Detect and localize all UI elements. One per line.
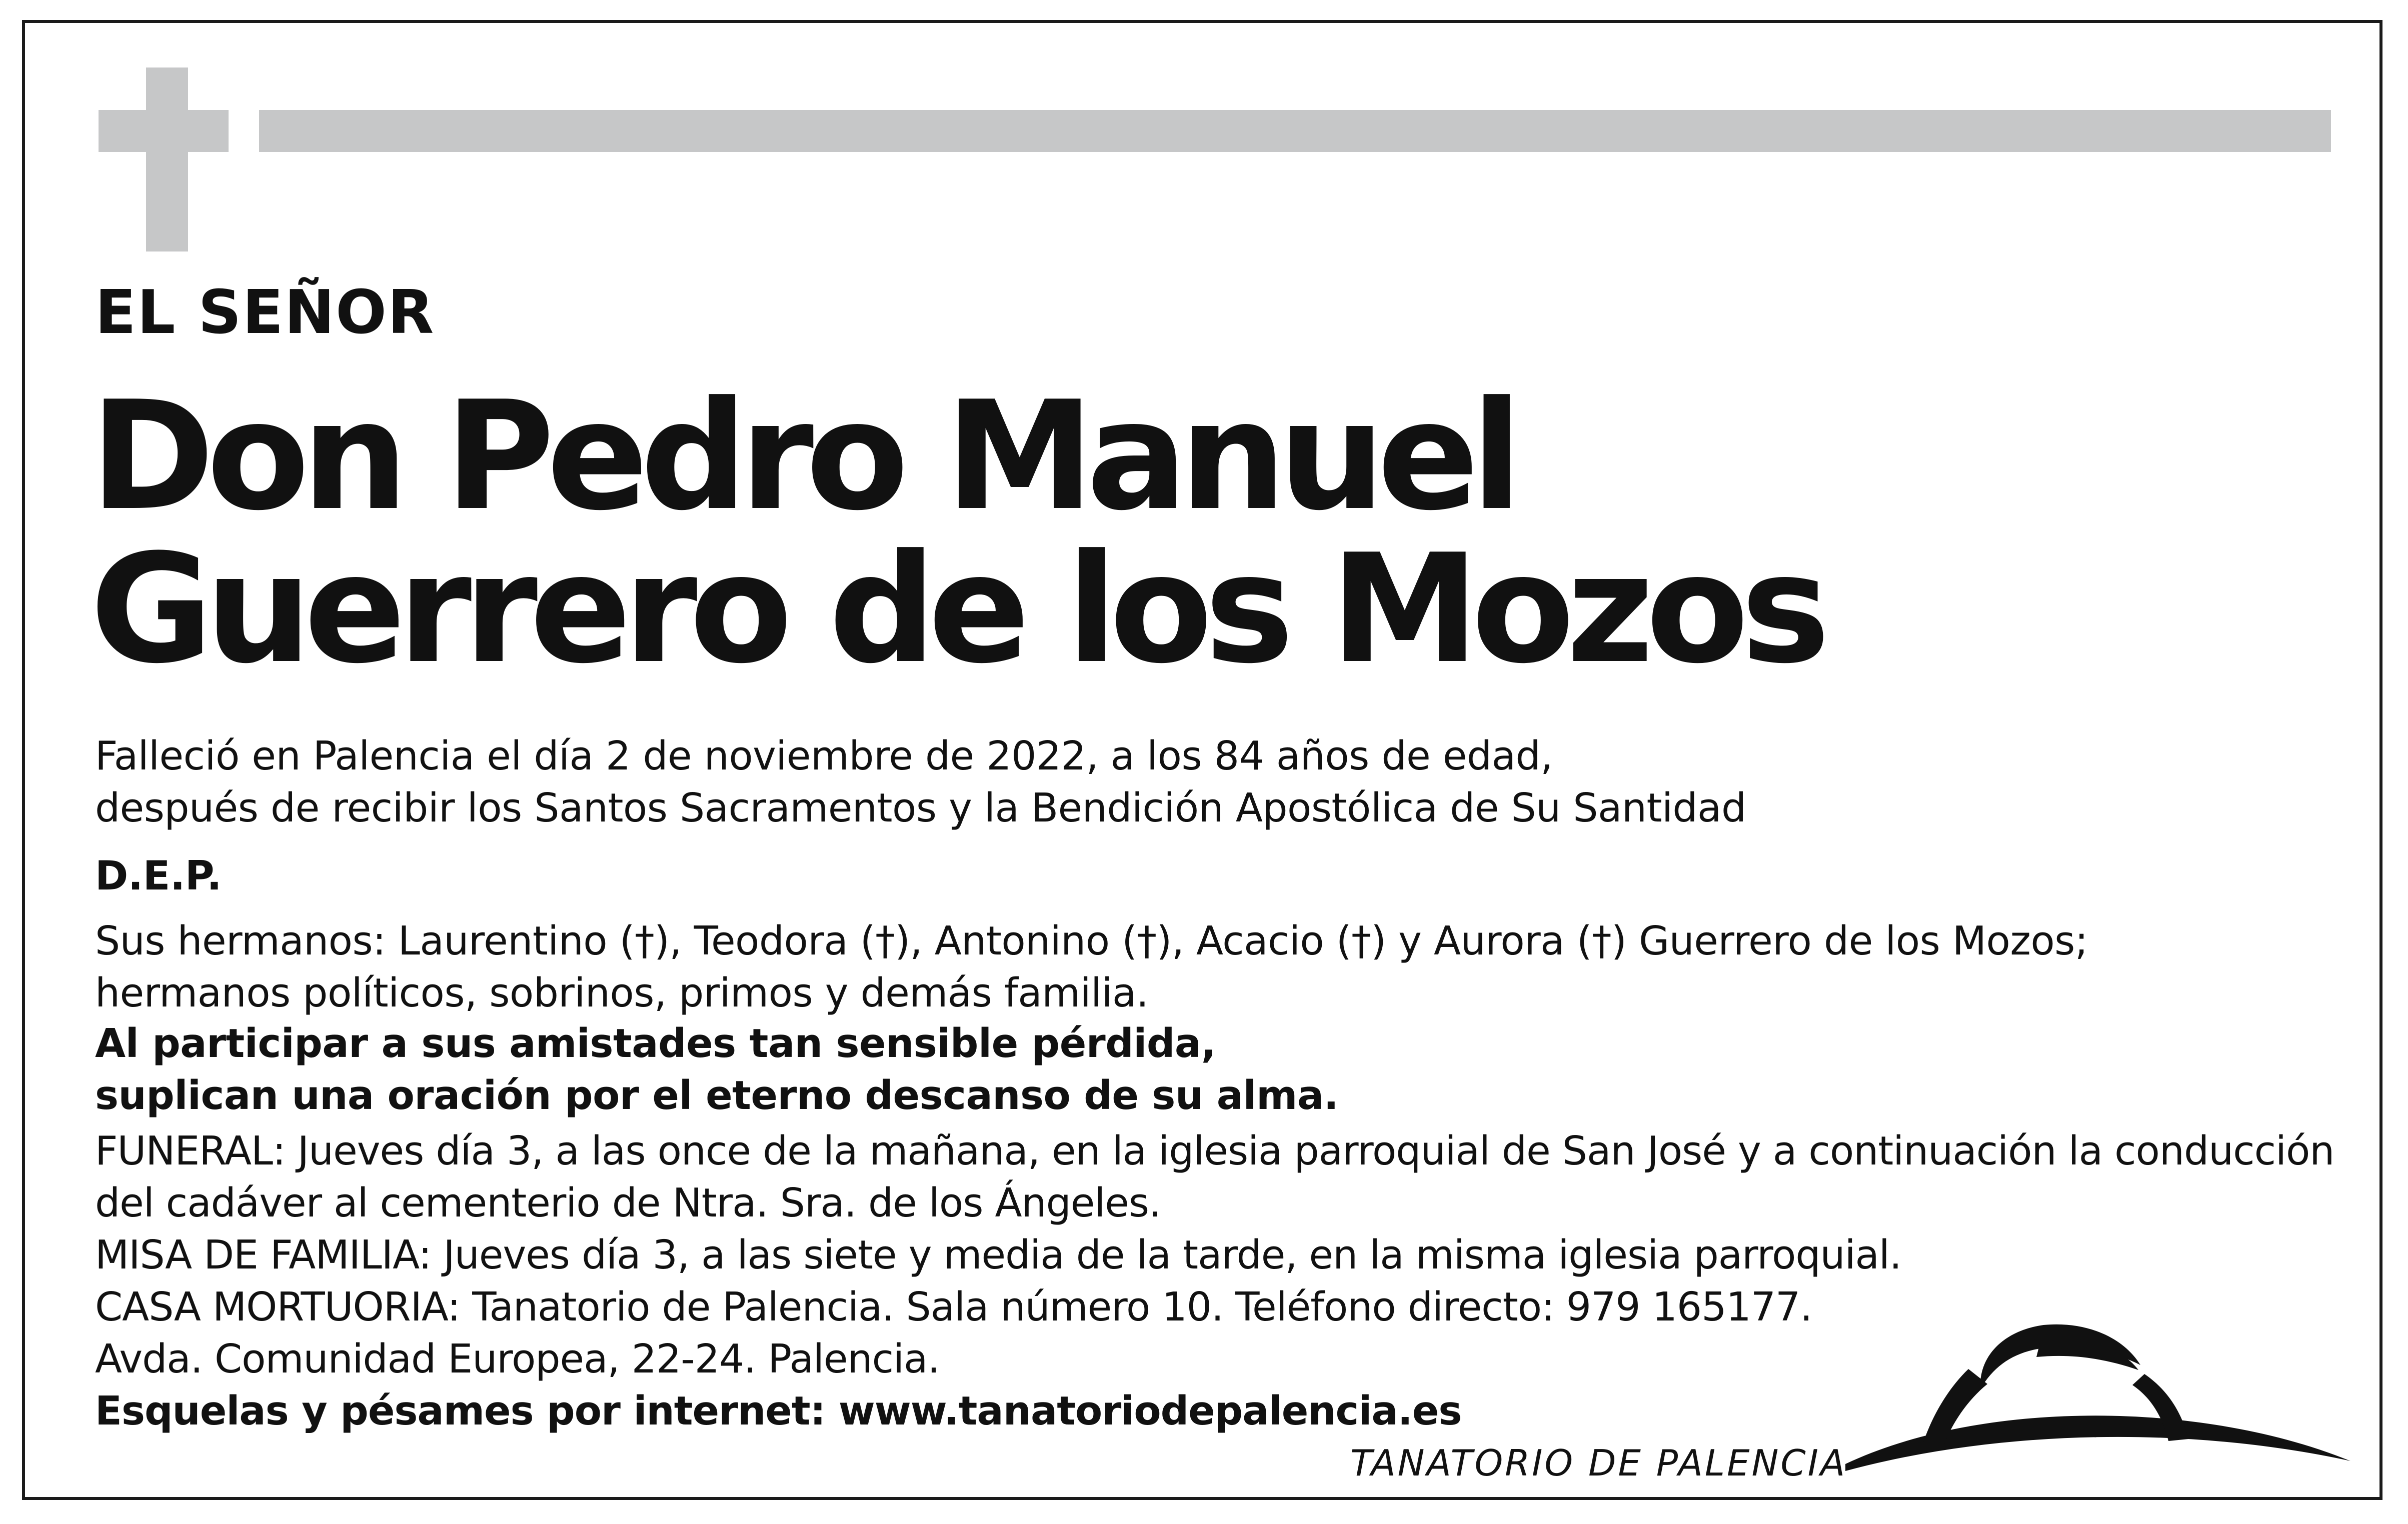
- tanatorio-dome-logo-icon: [1830, 1295, 2360, 1495]
- cross-icon-vertical: [146, 68, 188, 252]
- family-line-1: Sus hermanos: Laurentino (†), Teodora (†), Antonino (†), Acacio (†) y Aurora (†) Guerrero de los Mozos;: [95, 918, 2088, 964]
- tanatorio-brand-name: TANATORIO DE PALENCIA: [1350, 1442, 1847, 1484]
- prayer-request: [95, 1018, 1338, 1122]
- death-notice: [95, 730, 1746, 834]
- deceased-name-line-1: Don Pedro Manuel: [90, 369, 1515, 544]
- internet-condolences-line: Esquelas y pésames por internet: www.tanatoriodepalencia.es: [95, 1388, 1462, 1434]
- deceased-name-line-2: Guerrero de los Mozos: [90, 522, 1822, 696]
- family-list: [95, 915, 2088, 1019]
- mortuary-line: CASA MORTUORIA: Tanatorio de Palencia. Sala número 10. Teléfono directo: 979 165177.: [95, 1284, 1812, 1330]
- death-notice-line-1: Falleció en Palencia el día 2 de noviembre de 2022, a los 84 años de edad,: [95, 733, 1553, 779]
- prayer-request-line-1: Al participar a sus amistades tan sensible pérdida,: [95, 1020, 1216, 1066]
- deceased-name: [90, 369, 1822, 696]
- header-rule: [259, 110, 2331, 152]
- dep-label: D.E.P.: [95, 852, 222, 899]
- death-notice-line-2: después de recibir los Santos Sacramentos y la Bendición Apostólica de Su Santidad: [95, 785, 1746, 831]
- funeral-line-1: FUNERAL: Jueves día 3, a las once de la mañana, en la iglesia parroquial de San José y a continuación la conducción: [95, 1128, 2334, 1174]
- prayer-request-line-2: suplican una oración por el eterno descanso de su alma.: [95, 1072, 1339, 1118]
- honorific-title: EL SEÑOR: [95, 278, 435, 348]
- family-line-2: hermanos políticos, sobrinos, primos y demás familia.: [95, 970, 1149, 1016]
- cross-icon-horizontal: [99, 110, 229, 152]
- address-line: Avda. Comunidad Europea, 22-24. Palencia.: [95, 1336, 940, 1382]
- family-mass-line: MISA DE FAMILIA: Jueves día 3, a las siete y media de la tarde, en la misma iglesia parroquial.: [95, 1232, 1901, 1278]
- funeral-line-2: del cadáver al cementerio de Ntra. Sra. de los Ángeles.: [95, 1180, 1161, 1226]
